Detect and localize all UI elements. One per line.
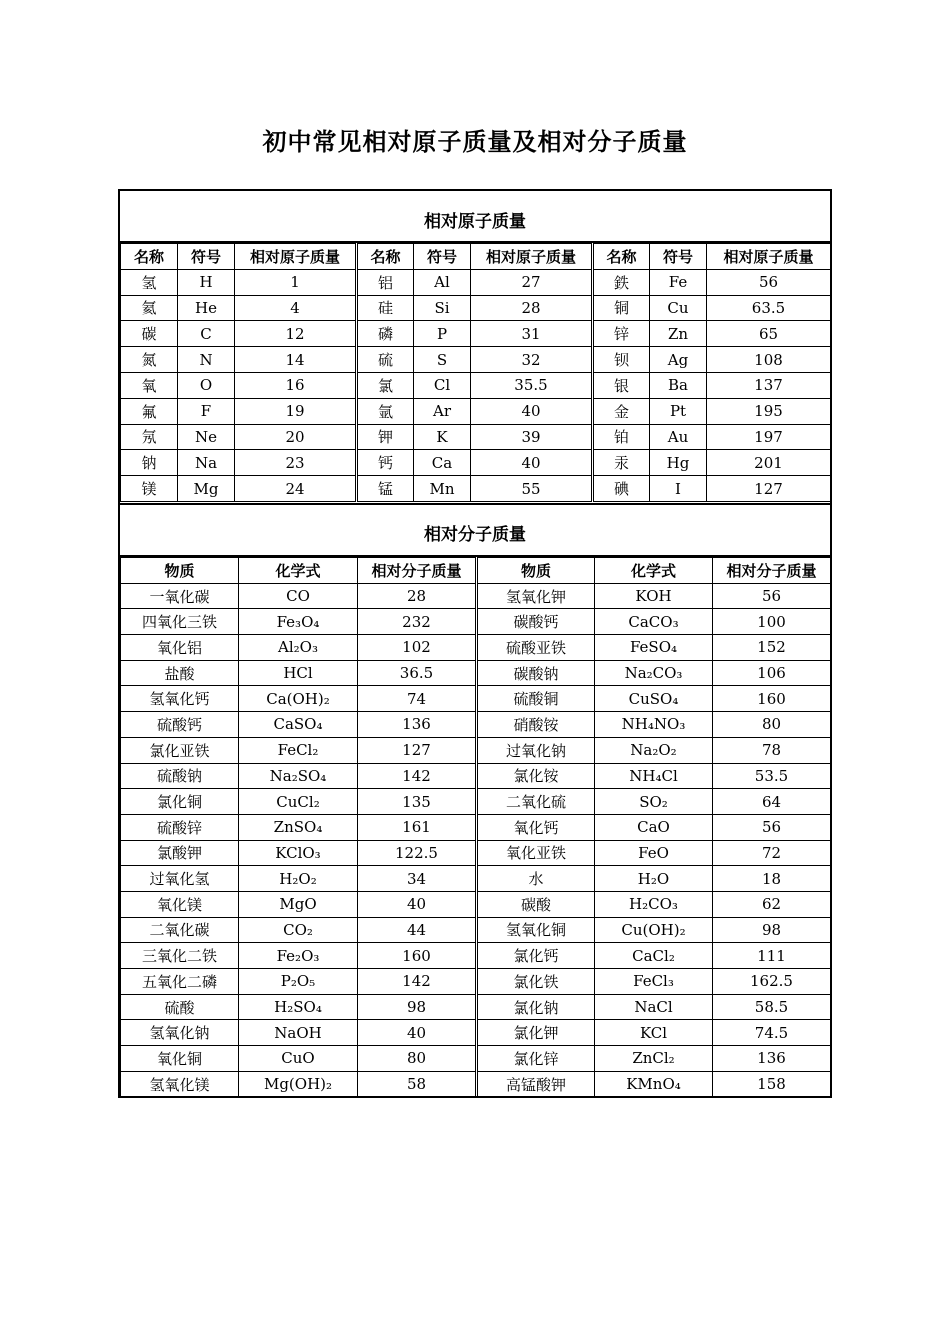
table-cell: 硫酸钙	[121, 712, 239, 738]
table-cell: Ba	[650, 372, 707, 398]
table-cell: H₂O₂	[239, 866, 358, 892]
table-cell: 硫酸	[121, 994, 239, 1020]
column-header: 名称	[121, 244, 178, 270]
table-cell: 四氧化三铁	[121, 609, 239, 635]
table-cell: 40	[471, 398, 593, 424]
atomic-mass-table	[120, 243, 831, 502]
table-row	[121, 969, 831, 995]
table-cell: 36.5	[358, 660, 477, 686]
table-cell: CaCO₃	[595, 609, 713, 635]
table-cell: 106	[713, 660, 831, 686]
table-row	[121, 917, 831, 943]
table-cell: 44	[358, 917, 477, 943]
molecular-section-title: 相对分子质量	[424, 525, 526, 545]
table-row	[121, 737, 831, 763]
table-cell: 14	[235, 347, 357, 373]
table-cell: 氯化铜	[121, 789, 239, 815]
table-cell: Fe₂O₃	[239, 943, 358, 969]
table-row	[121, 712, 831, 738]
table-cell: SO₂	[595, 789, 713, 815]
table-cell: 24	[235, 476, 357, 502]
table-cell: 98	[713, 917, 831, 943]
table-cell: 58.5	[713, 994, 831, 1020]
table-cell: FeSO₄	[595, 635, 713, 661]
table-cell: 80	[713, 712, 831, 738]
table-cell: 102	[358, 635, 477, 661]
table-row	[121, 398, 831, 424]
table-cell: 硝酸铵	[477, 712, 595, 738]
table-cell: 锌	[593, 321, 650, 347]
table-row	[121, 295, 831, 321]
table-cell: 34	[358, 866, 477, 892]
table-cell: 111	[713, 943, 831, 969]
table-cell: 氧	[121, 372, 178, 398]
table-cell: Mg(OH)₂	[239, 1071, 358, 1097]
table-cell: 232	[358, 609, 477, 635]
table-cell: FeO	[595, 840, 713, 866]
table-cell: Zn	[650, 321, 707, 347]
column-header: 化学式	[595, 558, 713, 584]
table-cell: 72	[713, 840, 831, 866]
table-cell: CO₂	[239, 917, 358, 943]
table-cell: Fe₃O₄	[239, 609, 358, 635]
table-cell: 铝	[357, 269, 414, 295]
atomic-header-row	[121, 244, 831, 270]
table-cell: 硅	[357, 295, 414, 321]
table-cell: 钠	[121, 450, 178, 476]
table-cell: 28	[471, 295, 593, 321]
table-cell: 74	[358, 686, 477, 712]
table-cell: 氧化铝	[121, 635, 239, 661]
table-cell: CuCl₂	[239, 789, 358, 815]
table-row	[121, 609, 831, 635]
table-cell: 4	[235, 295, 357, 321]
table-cell: 氯化锌	[477, 1046, 595, 1072]
table-cell: 过氧化钠	[477, 737, 595, 763]
table-row	[121, 814, 831, 840]
column-header: 名称	[357, 244, 414, 270]
table-cell: 过氧化氢	[121, 866, 239, 892]
table-cell: Al	[414, 269, 471, 295]
table-cell: 钾	[357, 424, 414, 450]
table-cell: 氢氧化钙	[121, 686, 239, 712]
table-cell: 35.5	[471, 372, 593, 398]
table-row	[121, 347, 831, 373]
column-header: 符号	[414, 244, 471, 270]
table-cell: 五氧化二磷	[121, 969, 239, 995]
column-header: 相对原子质量	[471, 244, 593, 270]
table-cell: CaO	[595, 814, 713, 840]
table-cell: 40	[358, 1020, 477, 1046]
table-cell: Cu(OH)₂	[595, 917, 713, 943]
table-cell: KClO₃	[239, 840, 358, 866]
table-cell: 137	[707, 372, 831, 398]
table-cell: 127	[358, 737, 477, 763]
table-cell: 氯化铵	[477, 763, 595, 789]
table-cell: 碳	[121, 321, 178, 347]
table-cell: 硫	[357, 347, 414, 373]
table-cell: 62	[713, 891, 831, 917]
table-cell: Na₂CO₃	[595, 660, 713, 686]
table-row	[121, 660, 831, 686]
table-cell: Cu	[650, 295, 707, 321]
table-cell: Al₂O₃	[239, 635, 358, 661]
table-cell: 氮	[121, 347, 178, 373]
table-cell: 氢氧化镁	[121, 1071, 239, 1097]
table-cell: Mg	[178, 476, 235, 502]
molecular-mass-table	[120, 557, 831, 1097]
table-cell: P₂O₅	[239, 969, 358, 995]
table-cell: Na	[178, 450, 235, 476]
table-cell: 78	[713, 737, 831, 763]
table-cell: 40	[358, 891, 477, 917]
table-cell: 122.5	[358, 840, 477, 866]
table-row	[121, 269, 831, 295]
table-cell: 195	[707, 398, 831, 424]
table-cell: Au	[650, 424, 707, 450]
table-cell: S	[414, 347, 471, 373]
table-cell: 氢氧化铜	[477, 917, 595, 943]
table-cell: 18	[713, 866, 831, 892]
table-cell: 氧化钙	[477, 814, 595, 840]
table-cell: 158	[713, 1071, 831, 1097]
table-cell: CuO	[239, 1046, 358, 1072]
table-cell: 二氧化硫	[477, 789, 595, 815]
table-cell: 氯化钠	[477, 994, 595, 1020]
table-cell: FeCl₃	[595, 969, 713, 995]
document-title: 初中常见相对原子质量及相对分子质量	[262, 128, 688, 156]
table-cell: 55	[471, 476, 593, 502]
table-cell: Si	[414, 295, 471, 321]
table-cell: N	[178, 347, 235, 373]
table-cell: Ag	[650, 347, 707, 373]
table-cell: 氯化铁	[477, 969, 595, 995]
table-cell: 12	[235, 321, 357, 347]
table-cell: 28	[358, 583, 477, 609]
table-cell: 氦	[121, 295, 178, 321]
column-header: 名称	[593, 244, 650, 270]
table-cell: 氧化亚铁	[477, 840, 595, 866]
table-cell: K	[414, 424, 471, 450]
table-cell: 32	[471, 347, 593, 373]
table-cell: F	[178, 398, 235, 424]
table-cell: Ar	[414, 398, 471, 424]
table-cell: 162.5	[713, 969, 831, 995]
column-header: 相对原子质量	[235, 244, 357, 270]
table-cell: He	[178, 295, 235, 321]
table-cell: 氯	[357, 372, 414, 398]
column-header: 相对分子质量	[713, 558, 831, 584]
table-cell: NaCl	[595, 994, 713, 1020]
table-row	[121, 1071, 831, 1097]
table-cell: 钙	[357, 450, 414, 476]
table-cell: 39	[471, 424, 593, 450]
table-row	[121, 372, 831, 398]
column-header: 相对原子质量	[707, 244, 831, 270]
table-cell: 80	[358, 1046, 477, 1072]
table-cell: 氯化钙	[477, 943, 595, 969]
table-cell: 19	[235, 398, 357, 424]
column-header: 符号	[178, 244, 235, 270]
table-cell: H₂O	[595, 866, 713, 892]
table-cell: 汞	[593, 450, 650, 476]
table-cell: 160	[713, 686, 831, 712]
column-header: 物质	[477, 558, 595, 584]
table-cell: 硫酸锌	[121, 814, 239, 840]
table-cell: 152	[713, 635, 831, 661]
table-cell: 63.5	[707, 295, 831, 321]
table-cell: ZnCl₂	[595, 1046, 713, 1072]
table-row	[121, 635, 831, 661]
column-header: 物质	[121, 558, 239, 584]
table-row	[121, 943, 831, 969]
table-cell: I	[650, 476, 707, 502]
table-cell: 碳酸钠	[477, 660, 595, 686]
table-cell: H₂CO₃	[595, 891, 713, 917]
column-header: 相对分子质量	[358, 558, 477, 584]
table-cell: 氩	[357, 398, 414, 424]
table-row	[121, 583, 831, 609]
table-cell: Mn	[414, 476, 471, 502]
table-cell: 127	[707, 476, 831, 502]
atomic-section-title: 相对原子质量	[424, 212, 526, 232]
table-cell: 一氧化碳	[121, 583, 239, 609]
table-row	[121, 891, 831, 917]
table-cell: 氢氧化钾	[477, 583, 595, 609]
table-row	[121, 321, 831, 347]
table-cell: Hg	[650, 450, 707, 476]
table-cell: O	[178, 372, 235, 398]
table-cell: Pt	[650, 398, 707, 424]
table-cell: 53.5	[713, 763, 831, 789]
table-cell: 银	[593, 372, 650, 398]
table-cell: 铜	[593, 295, 650, 321]
table-row	[121, 686, 831, 712]
table-cell: 16	[235, 372, 357, 398]
table-cell: CaSO₄	[239, 712, 358, 738]
table-cell: 65	[707, 321, 831, 347]
table-cell: 氯酸钾	[121, 840, 239, 866]
table-cell: 氖	[121, 424, 178, 450]
table-cell: 氟	[121, 398, 178, 424]
table-cell: 64	[713, 789, 831, 815]
table-row	[121, 763, 831, 789]
table-cell: H₂SO₄	[239, 994, 358, 1020]
table-cell: 56	[707, 269, 831, 295]
table-cell: 碳酸钙	[477, 609, 595, 635]
table-cell: CuSO₄	[595, 686, 713, 712]
table-row	[121, 840, 831, 866]
table-row	[121, 866, 831, 892]
table-cell: 27	[471, 269, 593, 295]
table-cell: KMnO₄	[595, 1071, 713, 1097]
table-cell: 40	[471, 450, 593, 476]
table-row	[121, 476, 831, 502]
table-cell: 氢氧化钠	[121, 1020, 239, 1046]
table-cell: 1	[235, 269, 357, 295]
table-cell: Ne	[178, 424, 235, 450]
table-cell: 锰	[357, 476, 414, 502]
table-cell: 56	[713, 583, 831, 609]
table-cell: 氯化钾	[477, 1020, 595, 1046]
table-cell: 161	[358, 814, 477, 840]
table-cell: 金	[593, 398, 650, 424]
molecular-header-row	[121, 558, 831, 584]
table-cell: KOH	[595, 583, 713, 609]
tables-frame	[118, 189, 832, 1098]
table-cell: 23	[235, 450, 357, 476]
section-rule	[120, 503, 830, 505]
table-cell: 197	[707, 424, 831, 450]
table-cell: 钡	[593, 347, 650, 373]
table-cell: 108	[707, 347, 831, 373]
table-cell: 74.5	[713, 1020, 831, 1046]
table-cell: 98	[358, 994, 477, 1020]
table-cell: Fe	[650, 269, 707, 295]
table-cell: 142	[358, 969, 477, 995]
column-header: 化学式	[239, 558, 358, 584]
table-cell: Ca	[414, 450, 471, 476]
table-cell: 硫酸钠	[121, 763, 239, 789]
table-cell: FeCl₂	[239, 737, 358, 763]
table-cell: MgO	[239, 891, 358, 917]
table-cell: C	[178, 321, 235, 347]
table-cell: P	[414, 321, 471, 347]
table-cell: 碘	[593, 476, 650, 502]
table-cell: KCl	[595, 1020, 713, 1046]
table-cell: 56	[713, 814, 831, 840]
table-cell: Cl	[414, 372, 471, 398]
table-cell: 氧化铜	[121, 1046, 239, 1072]
table-cell: CaCl₂	[595, 943, 713, 969]
table-cell: 142	[358, 763, 477, 789]
table-cell: 136	[713, 1046, 831, 1072]
table-cell: 高锰酸钾	[477, 1071, 595, 1097]
table-cell: 136	[358, 712, 477, 738]
table-cell: 镁	[121, 476, 178, 502]
table-cell: 氧化镁	[121, 891, 239, 917]
table-row	[121, 1046, 831, 1072]
table-cell: 58	[358, 1071, 477, 1097]
table-row	[121, 789, 831, 815]
table-cell: 氢	[121, 269, 178, 295]
table-cell: 铂	[593, 424, 650, 450]
table-row	[121, 994, 831, 1020]
table-cell: Ca(OH)₂	[239, 686, 358, 712]
table-cell: 100	[713, 609, 831, 635]
table-cell: 31	[471, 321, 593, 347]
table-cell: 20	[235, 424, 357, 450]
table-row	[121, 450, 831, 476]
table-cell: Na₂SO₄	[239, 763, 358, 789]
table-cell: HCl	[239, 660, 358, 686]
table-cell: 磷	[357, 321, 414, 347]
table-cell: 碳酸	[477, 891, 595, 917]
table-cell: 硫酸铜	[477, 686, 595, 712]
table-cell: ZnSO₄	[239, 814, 358, 840]
table-cell: NH₄Cl	[595, 763, 713, 789]
table-cell: 盐酸	[121, 660, 239, 686]
table-cell: H	[178, 269, 235, 295]
table-cell: 三氧化二铁	[121, 943, 239, 969]
table-row	[121, 424, 831, 450]
table-cell: 二氧化碳	[121, 917, 239, 943]
table-cell: 硫酸亚铁	[477, 635, 595, 661]
table-cell: NH₄NO₃	[595, 712, 713, 738]
table-cell: 135	[358, 789, 477, 815]
table-cell: 160	[358, 943, 477, 969]
table-cell: CO	[239, 583, 358, 609]
table-cell: 氯化亚铁	[121, 737, 239, 763]
table-cell: 201	[707, 450, 831, 476]
table-cell: 水	[477, 866, 595, 892]
table-row	[121, 1020, 831, 1046]
table-cell: 鉄	[593, 269, 650, 295]
table-cell: NaOH	[239, 1020, 358, 1046]
column-header: 符号	[650, 244, 707, 270]
table-cell: Na₂O₂	[595, 737, 713, 763]
